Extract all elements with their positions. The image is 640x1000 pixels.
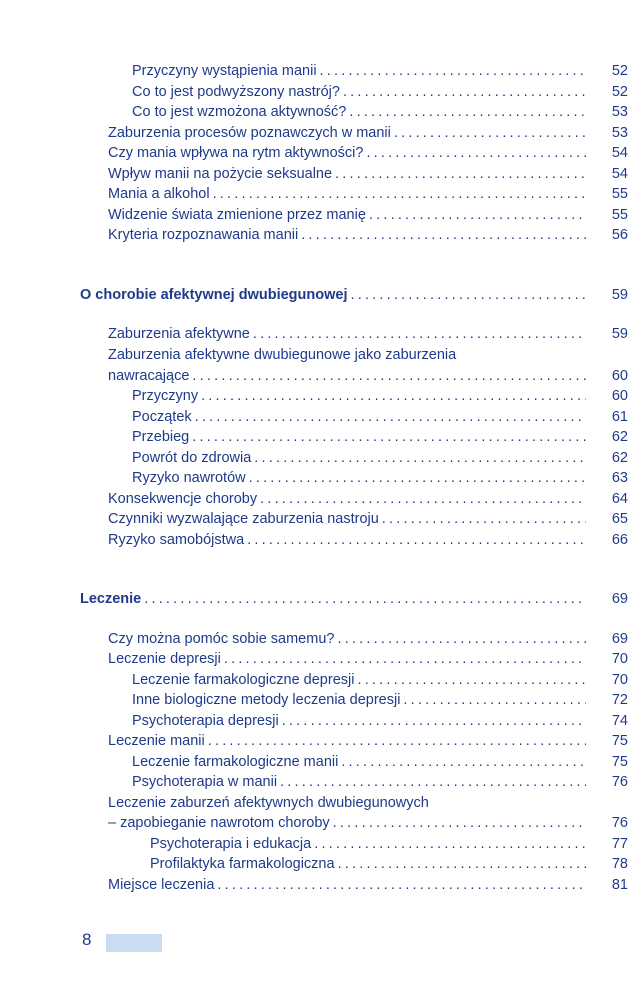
toc-entry-label: Czynniki wyzwalające zaburzenia nastroju bbox=[108, 511, 379, 527]
toc-entry bbox=[0, 386, 640, 407]
toc-entry bbox=[0, 793, 640, 814]
toc-entry-text bbox=[108, 509, 588, 530]
toc-entry bbox=[0, 61, 640, 82]
toc-entry-page-number: 52 bbox=[611, 63, 628, 79]
toc-entry bbox=[0, 82, 640, 103]
toc-entry-label: Leczenie farmakologiczne manii bbox=[132, 754, 339, 770]
toc-entry-text bbox=[132, 61, 588, 82]
toc-entry-text bbox=[108, 813, 588, 834]
toc-entry bbox=[0, 489, 640, 510]
toc-entry-label: Psychoterapia w manii bbox=[132, 774, 278, 790]
toc-entry-page-number: 75 bbox=[611, 754, 628, 770]
toc-entry bbox=[0, 164, 640, 185]
toc-entry bbox=[0, 102, 640, 123]
toc-dot-leader bbox=[249, 468, 586, 489]
toc-entry-text bbox=[108, 649, 588, 670]
toc-entry-page-number: 75 bbox=[611, 733, 628, 749]
toc-entry bbox=[0, 123, 640, 144]
toc-dot-leader bbox=[350, 285, 586, 306]
toc-entry-page-number: 55 bbox=[611, 186, 628, 202]
toc-entry bbox=[0, 731, 640, 752]
toc-entry-page-number: 70 bbox=[611, 672, 628, 688]
toc-entry-label: Powrót do zdrowia bbox=[132, 450, 252, 466]
toc-entry-label: Profilaktyka farmakologiczna bbox=[150, 856, 335, 872]
toc-entry-page-number: 54 bbox=[611, 145, 628, 161]
toc-dot-leader bbox=[369, 205, 586, 226]
toc-entry-page-number: 69 bbox=[611, 591, 628, 607]
toc-entry-page-number: 81 bbox=[611, 877, 628, 893]
toc-entry-label: Psychoterapia depresji bbox=[132, 713, 279, 729]
toc-entry-label: Leczenie depresji bbox=[108, 651, 221, 667]
toc-entry-text bbox=[108, 324, 588, 345]
toc-entry-text bbox=[132, 690, 588, 711]
toc-entry-label: Co to jest wzmożona aktywność? bbox=[132, 104, 347, 120]
toc-entry bbox=[0, 468, 640, 489]
toc-entry-text bbox=[132, 407, 588, 428]
toc-entry-label: Co to jest podwyższony nastrój? bbox=[132, 84, 340, 100]
toc-entry-page-number: 60 bbox=[611, 368, 628, 384]
toc-entry-label: Miejsce leczenia bbox=[108, 877, 215, 893]
toc-entry-label: Mania a alkohol bbox=[108, 186, 210, 202]
toc-entry-page-number: 53 bbox=[611, 104, 628, 120]
toc-entry-label: – zapobieganie nawrotom choroby bbox=[108, 815, 330, 831]
toc-entry-label: Ryzyko samobójstwa bbox=[108, 532, 245, 548]
toc-entry-page-number: 63 bbox=[611, 470, 628, 486]
toc-entry-text bbox=[108, 489, 588, 510]
toc-entry bbox=[0, 205, 640, 226]
toc-entry-text bbox=[132, 711, 588, 732]
toc-entry-label: Leczenie zaburzeń afektywnych dwubiegunowych bbox=[108, 795, 429, 811]
toc-entry-text bbox=[108, 875, 588, 896]
toc-entry-label: Inne biologiczne metody leczenia depresji bbox=[132, 692, 401, 708]
toc-dot-leader bbox=[213, 184, 586, 205]
toc-entry-page-number: 54 bbox=[611, 166, 628, 182]
toc-entry-text bbox=[108, 184, 588, 205]
toc-entry-text bbox=[132, 448, 588, 469]
toc-entry-page-number: 76 bbox=[611, 815, 628, 831]
toc-dot-leader bbox=[394, 123, 586, 144]
toc-entry bbox=[0, 225, 640, 246]
toc-dot-leader bbox=[282, 711, 586, 732]
toc-dot-leader bbox=[349, 102, 586, 123]
toc-entry-text bbox=[108, 793, 588, 814]
toc-dot-leader bbox=[337, 629, 586, 650]
toc-section-heading bbox=[0, 589, 640, 610]
toc-entry-page-number: 60 bbox=[611, 388, 628, 404]
toc-entry-text bbox=[132, 670, 588, 691]
toc-entry-text bbox=[108, 366, 588, 387]
toc-entry bbox=[0, 509, 640, 530]
toc-dot-leader bbox=[208, 731, 586, 752]
toc-entry-text bbox=[132, 102, 588, 123]
page-number: 8 bbox=[82, 930, 92, 949]
toc-entry-page-number: 69 bbox=[611, 631, 628, 647]
toc-entry-page-number: 66 bbox=[611, 532, 628, 548]
toc-entry bbox=[0, 690, 640, 711]
toc-entry bbox=[0, 752, 640, 773]
toc-entry-label: Leczenie bbox=[80, 591, 142, 607]
toc-entry-text bbox=[108, 731, 588, 752]
toc-entry-label: Konsekwencje choroby bbox=[108, 491, 258, 507]
toc-entry-text bbox=[132, 427, 588, 448]
toc-entry bbox=[0, 649, 640, 670]
toc-dot-leader bbox=[382, 509, 586, 530]
toc-entry-text bbox=[108, 123, 588, 144]
toc-entry-text bbox=[132, 386, 588, 407]
toc-entry-text bbox=[108, 143, 588, 164]
toc-dot-leader bbox=[192, 427, 586, 448]
toc-dot-leader bbox=[144, 589, 586, 610]
toc-entry-page-number: 70 bbox=[611, 651, 628, 667]
toc-entry-label: Czy można pomóc sobie samemu? bbox=[108, 631, 335, 647]
toc-entry-page-number: 59 bbox=[611, 326, 628, 342]
toc-entry bbox=[0, 629, 640, 650]
toc-dot-leader bbox=[192, 366, 586, 387]
toc-entry-text bbox=[132, 772, 588, 793]
toc-dot-leader bbox=[335, 164, 586, 185]
toc-entry bbox=[0, 711, 640, 732]
toc-entry-page-number: 62 bbox=[611, 450, 628, 466]
toc-entry-text bbox=[108, 225, 588, 246]
toc-entry bbox=[0, 813, 640, 834]
toc-entry-label: Przyczyny wystąpienia manii bbox=[132, 63, 317, 79]
toc-dot-leader bbox=[254, 448, 586, 469]
toc-entry-page-number: 65 bbox=[611, 511, 628, 527]
toc-entry-page-number: 62 bbox=[611, 429, 628, 445]
toc-dot-leader bbox=[195, 407, 586, 428]
toc-entry-label: Przyczyny bbox=[132, 388, 199, 404]
toc-entry bbox=[0, 407, 640, 428]
toc-entry-label: Leczenie farmakologiczne depresji bbox=[132, 672, 355, 688]
toc-entry bbox=[0, 448, 640, 469]
toc-entry bbox=[0, 143, 640, 164]
toc-entry-label: Leczenie manii bbox=[108, 733, 205, 749]
toc-entry bbox=[0, 324, 640, 345]
toc-dot-leader bbox=[341, 752, 586, 773]
toc-dot-leader bbox=[201, 386, 586, 407]
toc-dot-leader bbox=[224, 649, 586, 670]
toc-entry-label: Zaburzenia afektywne bbox=[108, 326, 250, 342]
toc-entry-page-number: 78 bbox=[611, 856, 628, 872]
toc-entry bbox=[0, 530, 640, 551]
toc-entry-text bbox=[108, 629, 588, 650]
toc-dot-leader bbox=[343, 82, 586, 103]
toc-dot-leader bbox=[338, 854, 586, 875]
toc-dot-leader bbox=[280, 772, 586, 793]
toc-entry-label: Przebieg bbox=[132, 429, 190, 445]
toc-entry-label: Ryzyko nawrotów bbox=[132, 470, 246, 486]
page-number-decoration bbox=[106, 934, 162, 952]
toc-dot-leader bbox=[247, 530, 586, 551]
toc-entry-label: Początek bbox=[132, 409, 192, 425]
toc-entry bbox=[0, 427, 640, 448]
toc-entry-text bbox=[108, 164, 588, 185]
toc-dot-leader bbox=[301, 225, 586, 246]
toc-dot-leader bbox=[253, 324, 586, 345]
toc-entry-text bbox=[132, 82, 588, 103]
toc-entry-text bbox=[150, 834, 588, 855]
toc-entry bbox=[0, 345, 640, 366]
toc-entry-text bbox=[132, 468, 588, 489]
toc-entry-text bbox=[80, 589, 588, 610]
toc-entry-label: Widzenie świata zmienione przez manię bbox=[108, 207, 366, 223]
toc-entry-text bbox=[150, 854, 588, 875]
toc-dot-leader bbox=[314, 834, 586, 855]
toc-entry-text bbox=[108, 205, 588, 226]
toc-entry bbox=[0, 772, 640, 793]
toc-entry-page-number: 55 bbox=[611, 207, 628, 223]
toc-entry-page-number: 77 bbox=[611, 836, 628, 852]
toc-entry-label: Psychoterapia i edukacja bbox=[150, 836, 312, 852]
toc-entry-page-number: 76 bbox=[611, 774, 628, 790]
toc-entry-text bbox=[80, 285, 588, 306]
toc-entry-page-number: 74 bbox=[611, 713, 628, 729]
toc-dot-leader bbox=[217, 875, 586, 896]
toc-entry-page-number: 61 bbox=[611, 409, 628, 425]
toc-section-heading bbox=[0, 285, 640, 306]
toc-entry-text bbox=[132, 752, 588, 773]
toc-entry-page-number: 53 bbox=[611, 125, 628, 141]
toc-entry-label: Kryteria rozpoznawania manii bbox=[108, 227, 299, 243]
toc-entry-page-number: 52 bbox=[611, 84, 628, 100]
toc-entry-text bbox=[108, 530, 588, 551]
toc-entry-page-number: 59 bbox=[611, 287, 628, 303]
toc-entry-label: Zaburzenia procesów poznawczych w manii bbox=[108, 125, 391, 141]
toc-dot-leader bbox=[333, 813, 586, 834]
toc-entry bbox=[0, 670, 640, 691]
toc-entry-label: Zaburzenia afektywne dwubiegunowe jako zaburzenia bbox=[108, 347, 457, 363]
toc-entry-text bbox=[108, 345, 588, 366]
toc-entry bbox=[0, 875, 640, 896]
toc-entry-page-number: 72 bbox=[611, 692, 628, 708]
toc-entry bbox=[0, 854, 640, 875]
toc-entry-page-number: 56 bbox=[611, 227, 628, 243]
toc-entry-page-number: 64 bbox=[611, 491, 628, 507]
toc-entry-label: Wpływ manii na pożycie seksualne bbox=[108, 166, 333, 182]
toc-dot-leader bbox=[260, 489, 586, 510]
toc-dot-leader bbox=[320, 61, 586, 82]
toc-entry-label: nawracające bbox=[108, 368, 190, 384]
toc-dot-leader bbox=[357, 670, 586, 691]
toc-entry bbox=[0, 184, 640, 205]
toc-entry-label: O chorobie afektywnej dwubiegunowej bbox=[80, 287, 348, 303]
toc-entry bbox=[0, 366, 640, 387]
toc-entry bbox=[0, 834, 640, 855]
toc-dot-leader bbox=[366, 143, 586, 164]
toc-entry-label: Czy mania wpływa na rytm aktywności? bbox=[108, 145, 364, 161]
toc-dot-leader bbox=[403, 690, 586, 711]
